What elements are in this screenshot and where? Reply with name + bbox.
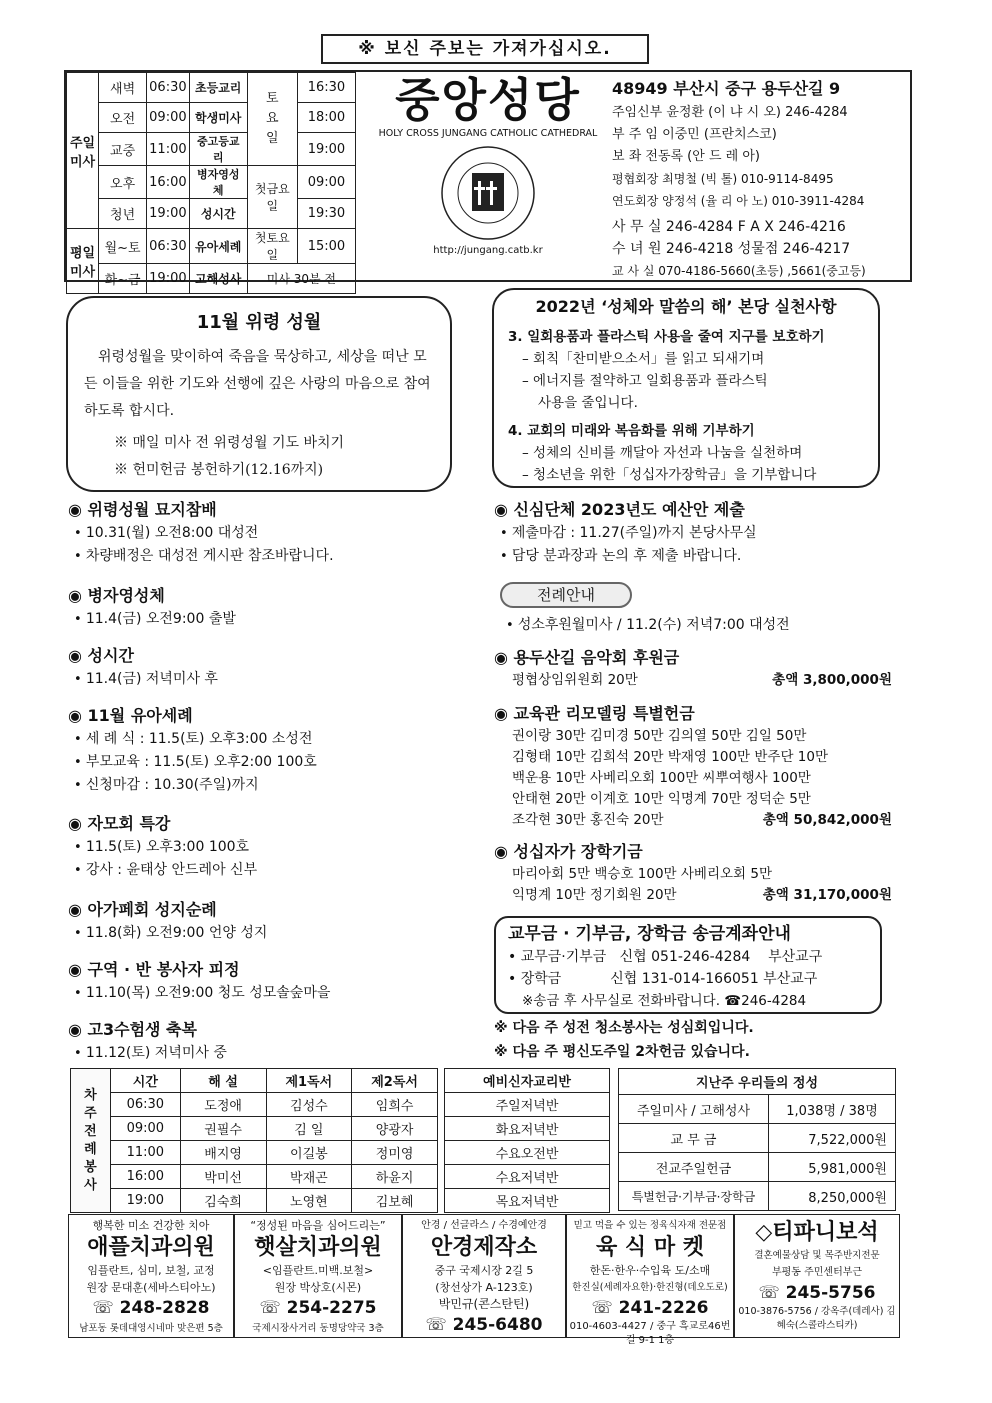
section-title: 성시간 — [87, 646, 134, 665]
clergy-line: 보 좌 전동록 (안 드 레 아) — [612, 149, 760, 164]
service-cell: 19:00 — [110, 1189, 180, 1213]
ad-name: 티파니보석 — [772, 1220, 879, 1245]
november-body: 위령성월을 맞이하여 죽음을 묵상하고, 세상을 떠난 모든 이들을 위한 기도와 선행에 깊은 사랑의 마음으로 참여하도록 합시다. — [84, 349, 431, 419]
ad-line: 박민규(콘스탄틴) — [438, 1297, 530, 1311]
ad-line: 임플란트, 심미, 보철, 교정 — [87, 1264, 215, 1277]
ad-line: 부평동 주민센터부근 — [771, 1267, 863, 1278]
section-title: 11월 유아세례 — [87, 706, 193, 725]
practice-sub: – 청소년을 위한「성십자가장학금」을 기부합니다 — [522, 467, 817, 483]
section-line: 세 례 식 : 11.5(토) 오후3:00 소성전 — [85, 731, 313, 747]
section-marker-icon: ◉ — [68, 646, 88, 665]
service-cell: 임희수 — [352, 1093, 438, 1117]
mass-sat: 첫토요일 — [247, 229, 297, 264]
donor-line: 백운용 10만 사베리오회 100만 씨뿌여행사 100만 — [512, 770, 811, 786]
section-retreat — [68, 958, 468, 1005]
section-marker-icon: ◉ — [68, 900, 88, 919]
mass-time: 19:00 — [147, 199, 190, 229]
mass-schedule-table — [66, 72, 356, 294]
office-phone: 사 무 실 246-4284 F A X 246-4216 — [612, 219, 846, 235]
section-line: 담당 분과장과 논의 후 제출 바랍니다. — [511, 548, 742, 564]
section-remodel — [494, 702, 892, 831]
mass-kind: 병자영성체 — [189, 166, 247, 199]
church-name: 중앙성당 — [395, 73, 581, 127]
ad-line: (창선상가 A-123호) — [435, 1281, 533, 1294]
section-marker-icon: ◉ — [494, 500, 514, 519]
mass-time: 19:00 — [147, 264, 190, 294]
catechumen-header: 예비신자교리반 — [445, 1069, 610, 1093]
section-marker-icon: ◉ — [494, 704, 514, 723]
ad-line: <임플란트.미백.보철> — [262, 1264, 374, 1277]
service-cell: 하윤지 — [352, 1165, 438, 1189]
service-cell: 박재곤 — [266, 1165, 352, 1189]
donor-line: 평협상임위원회 20만 — [512, 672, 638, 688]
offering-label: 교 무 금 — [619, 1124, 769, 1153]
bullet-icon: • — [74, 549, 86, 564]
service-cell: 김보혜 — [352, 1189, 438, 1213]
ad-tagline: 행복한 미소 건강한 치아 — [92, 1219, 210, 1232]
service-header: 제1독서 — [266, 1069, 352, 1093]
ad-line: 한돈·한우·수입육 도/소매 — [589, 1264, 711, 1277]
clergy-line: 평협회장 최명철 (빅 톨) 010-9114-8495 — [612, 172, 834, 186]
practice-title: 2022년 ‘성체와 말씀의 해’ 본당 실천사항 — [535, 297, 837, 316]
service-cell: 11:00 — [110, 1141, 180, 1165]
ad-tagline: 안경 / 선글라스 / 수경예안경 — [421, 1220, 547, 1231]
mass-kind: 초등교리 — [189, 73, 247, 103]
section-line: 11.5(토) 오후3:00 100호 — [85, 839, 250, 855]
mass-kind: 학생미사 — [189, 103, 247, 133]
mass-time2: 18:00 — [297, 103, 355, 133]
mass-name: 오전 — [99, 103, 147, 133]
offering-table — [618, 1068, 896, 1211]
mass-name: 오후 — [99, 166, 147, 199]
ad-line: 결혼예물상담 및 목주반지전문 — [754, 1250, 880, 1261]
donor-line: 안태현 20만 이계호 10만 익명계 70만 정덕순 5만 — [512, 791, 811, 807]
ad-phone: ☏ 245-6480 — [425, 1315, 543, 1335]
office-phone: 교 사 실 070-4186-5660(초등) ,5661(중고등) — [612, 264, 866, 278]
section-sick-communion — [68, 584, 468, 631]
section-line: 10.31(월) 오전8:00 대성전 — [85, 525, 259, 541]
sunday-mass-label: 주일 미사 — [67, 73, 99, 229]
ad-name: 애플치과의원 — [87, 1235, 215, 1260]
logo-area — [372, 74, 604, 274]
clergy-line: 부 주 임 이중민 (프란치스코) — [612, 127, 777, 142]
section-title: 아가페회 성지순례 — [87, 900, 217, 919]
service-cell: 06:30 — [110, 1093, 180, 1117]
service-cell: 이길봉 — [266, 1141, 352, 1165]
offering-label: 주일미사 / 고해성사 — [619, 1095, 769, 1124]
section-title: 병자영성체 — [87, 586, 165, 605]
ad-line: 한진실(세례자요한)·한진형(데오도로) — [572, 1282, 728, 1293]
section-title: 위령성월 묘지참배 — [87, 500, 217, 519]
practice-item: 4. 교회의 미래와 복음화를 위해 기부하기 — [508, 423, 755, 439]
section-marker-icon: ◉ — [68, 1020, 88, 1039]
ad-sunshine-dental — [234, 1214, 402, 1338]
section-holy-hour — [68, 644, 468, 691]
section-title: 용두산길 음악회 후원금 — [513, 648, 680, 667]
donor-line: 김형태 10만 김희석 20만 박재영 100만 반주단 10만 — [512, 749, 828, 765]
section-marker-icon: ◉ — [494, 648, 514, 667]
section-line: 11.10(목) 오전9:00 청도 성모솔숲마을 — [85, 985, 331, 1001]
notice-line: ※ 다음 주 성전 청소봉사는 성심회입니다. — [494, 1020, 754, 1036]
bullet-icon: • — [500, 526, 512, 541]
section-line: 차량배정은 대성전 게시판 참조바랍니다. — [85, 548, 334, 564]
notices — [494, 1016, 894, 1064]
offering-value: 1,038명 / 38명 — [769, 1095, 896, 1124]
saturday-label: 토 요 일 — [247, 73, 297, 166]
church-url: http://jungang.catb.kr — [433, 245, 543, 256]
section-line: 성소후원월미사 / 11.2(수) 저녁7:00 대성전 — [517, 617, 790, 633]
section-title: 고3수험생 축복 — [87, 1020, 197, 1039]
section-scholarship — [494, 840, 892, 906]
bullet-icon: • — [74, 755, 86, 770]
practice-sub: – 에너지를 절약하고 일회용품과 플라스틱 — [522, 373, 768, 389]
november-title: 11월 위령 성월 — [196, 312, 322, 333]
church-address: 48949 부산시 중구 용두산길 9 — [612, 79, 841, 98]
section-exam-blessing — [68, 1018, 468, 1065]
section-title: 구역 · 반 봉사자 피정 — [87, 960, 240, 979]
church-seal-icon — [428, 143, 548, 243]
ad-tagline: 믿고 먹을 수 있는 정육식자재 전문점 — [573, 1220, 727, 1231]
section-pilgrimage — [68, 898, 468, 945]
section-line: 11.4(금) 저녁미사 후 — [85, 671, 218, 687]
mass-time2: 19:00 — [297, 133, 355, 166]
november-note: ※ 헌미헌금 봉헌하기(12.16까지) — [114, 462, 324, 478]
ad-tagline: “정성된 마음을 심어드리는” — [250, 1219, 386, 1232]
bullet-icon: • — [74, 863, 86, 878]
mass-time2: 19:30 — [297, 199, 355, 229]
section-marker-icon: ◉ — [494, 842, 514, 861]
section-marker-icon: ◉ — [68, 586, 88, 605]
bullet-icon: • — [74, 612, 86, 627]
mass-time: 06:30 — [147, 73, 190, 103]
mass-kind: 중고등교리 — [189, 133, 247, 166]
section-marker-icon: ◉ — [68, 960, 88, 979]
ad-name: 안경제작소 — [430, 1235, 538, 1260]
mass-time2: 16:30 — [297, 73, 355, 103]
ad-line: 국제시장사거리 동명당약국 3층 — [252, 1323, 384, 1334]
offering-header: 지난주 우리들의 정성 — [619, 1069, 896, 1095]
offering-value: 7,522,000원 — [769, 1124, 896, 1153]
mass-name: 새벽 — [99, 73, 147, 103]
ad-tiffany-jewelry — [734, 1214, 900, 1338]
mass-kind: 성시간 — [189, 199, 247, 229]
weekday-mass-label: 평일 미사 — [67, 229, 99, 294]
ad-phone: ☏ 245-5756 — [758, 1283, 876, 1303]
section-cemetery — [68, 498, 468, 568]
mass-kind: 유아세례 — [189, 229, 247, 264]
section-line: 11.4(금) 오전9:00 출발 — [85, 611, 236, 627]
clergy-line: 주임신부 윤정환 (이 냐 시 오) 246-4284 — [612, 105, 848, 120]
mass-time2: 15:00 — [297, 229, 355, 264]
bullet-icon: • — [74, 672, 86, 687]
bullet-icon: • — [506, 618, 518, 633]
diamond-icon: ◇ — [755, 1220, 773, 1245]
mass-time: 16:00 — [147, 166, 190, 199]
section-title: 교육관 리모델링 특별헌금 — [513, 704, 695, 723]
transfer-title: 교무금 · 기부금, 장학금 송금계좌안내 — [508, 924, 791, 944]
transfer-info-box — [494, 916, 882, 1014]
take-bulletin-banner: ※ 보신 주보는 가져가십시오. — [321, 34, 649, 64]
catechumen-table — [444, 1068, 610, 1213]
offering-label: 전교주일헌금 — [619, 1153, 769, 1182]
ad-line: 남포동 롯데대영시네마 맞은편 5층 — [79, 1323, 223, 1334]
ad-meat-market — [566, 1214, 734, 1346]
catechumen-class: 화요저녁반 — [445, 1117, 610, 1141]
mass-sat: 미사 30분 전 — [247, 264, 355, 294]
ad-line: 010-4603-4427 / 중구 흑교로46번길 9-1 1층 — [569, 1321, 731, 1346]
ad-name: 햇살치과의원 — [254, 1235, 382, 1260]
section-line: 신청마감 : 10.30(주일)까지 — [85, 777, 259, 793]
offering-value: 8,250,000원 — [769, 1182, 896, 1211]
practice-box — [492, 288, 880, 488]
ad-phone: ☏ 254-2275 — [259, 1298, 377, 1318]
transfer-line: ※송금 후 사무실로 전화바랍니다. ☎246-4284 — [522, 993, 807, 1009]
ad-phone: ☏ 241-2226 — [591, 1298, 709, 1318]
offering-label: 특별헌금·기부금·장학금 — [619, 1182, 769, 1211]
practice-sub: – 회칙「찬미받으소서」를 읽고 되새기며 — [522, 351, 765, 367]
mass-kind: 고해성사 — [189, 264, 247, 294]
section-mothers-lecture — [68, 812, 468, 882]
service-cell: 양광자 — [352, 1117, 438, 1141]
section-marker-icon: ◉ — [68, 814, 88, 833]
catechumen-class: 주일저녁반 — [445, 1093, 610, 1117]
section-line: 강사 : 윤태상 안드레아 신부 — [85, 862, 258, 878]
service-cell: 김숙희 — [180, 1189, 266, 1213]
contact-info — [612, 76, 908, 282]
service-cell: 김 일 — [266, 1117, 352, 1141]
concert-total: 총액 3,800,000원 — [772, 672, 892, 688]
donor-line: 익명계 10만 정기회원 20만 — [512, 887, 677, 903]
ad-optical — [402, 1214, 566, 1338]
mass-time2: 09:00 — [297, 166, 355, 199]
clergy-line: 연도회장 양정석 (율 리 아 노) 010-3911-4284 — [612, 194, 865, 208]
bullet-icon: • — [74, 732, 86, 747]
mass-time: 06:30 — [147, 229, 190, 264]
mass-name: 교중 — [99, 133, 147, 166]
section-concert — [494, 646, 892, 691]
liturgy-label: 전례안내 — [500, 582, 632, 608]
section-infant-baptism — [68, 704, 468, 797]
donor-line: 마리아회 5만 백승호 100만 사베리오회 5만 — [512, 866, 773, 882]
first-friday-label: 첫금요일 — [247, 166, 297, 229]
bullet-icon: • — [74, 926, 86, 941]
transfer-line: • 교무금·기부금 신협 051-246-4284 부산교구 — [508, 949, 823, 965]
liturgy-service-table — [70, 1068, 438, 1213]
catechumen-class: 수요저녁반 — [445, 1165, 610, 1189]
bullet-icon: • — [74, 526, 86, 541]
november-box — [66, 296, 452, 492]
practice-sub: – 성체의 신비를 깨달아 자선과 나눔을 실천하며 — [522, 445, 803, 461]
scholarship-total: 총액 31,170,000원 — [762, 887, 892, 903]
mass-name: 화~금 — [99, 264, 147, 294]
service-cell: 16:00 — [110, 1165, 180, 1189]
service-header: 제2독서 — [352, 1069, 438, 1093]
section-line: 제출마감 : 11.27(주일)까지 본당사무실 — [511, 525, 757, 541]
mass-time: 09:00 — [147, 103, 190, 133]
service-side-label: 차 주 전 례 봉 사 — [71, 1069, 111, 1213]
section-line: 부모교육 : 11.5(토) 오후2:00 100호 — [85, 754, 317, 770]
offering-value: 5,981,000원 — [769, 1153, 896, 1182]
service-header: 시간 — [110, 1069, 180, 1093]
section-title: 자모회 특강 — [87, 814, 171, 833]
service-cell: 권필수 — [180, 1117, 266, 1141]
service-cell: 배지영 — [180, 1141, 266, 1165]
section-line: 11.8(화) 오전9:00 언양 성지 — [85, 925, 268, 941]
ad-line: 010-3876-5756 / 강옥주(데레사) 김혜숙(스콜라스티카) — [738, 1306, 896, 1331]
transfer-line: • 장학금 신협 131-014-166051 부산교구 — [508, 971, 818, 987]
section-marker-icon: ◉ — [68, 706, 88, 725]
service-cell: 09:00 — [110, 1117, 180, 1141]
mass-name: 청년 — [99, 199, 147, 229]
donor-line: 조각현 30만 홍진숙 20만 — [512, 812, 664, 828]
section-liturgy — [500, 614, 900, 637]
bullet-icon: • — [74, 840, 86, 855]
ad-line: 원장 박상호(시몬) — [274, 1281, 362, 1294]
practice-sub: 사용을 줄입니다. — [538, 395, 638, 411]
service-header: 해 설 — [180, 1069, 266, 1093]
ad-line: 원장 문대훈(세바스티아노) — [86, 1281, 216, 1294]
bullet-icon: • — [74, 778, 86, 793]
notice-line: ※ 다음 주 평신도주일 2차헌금 있습니다. — [494, 1044, 750, 1060]
section-line: 11.12(토) 저녁미사 중 — [85, 1045, 227, 1061]
catechumen-class: 목요저녁반 — [445, 1189, 610, 1213]
bullet-icon: • — [500, 549, 512, 564]
catechumen-class: 수요오전반 — [445, 1141, 610, 1165]
november-note: ※ 매일 미사 전 위령성월 기도 바치기 — [114, 435, 345, 451]
donor-line: 권이랑 30만 김미경 50만 김의열 50만 김일 50만 — [512, 728, 807, 744]
bullet-icon: • — [74, 986, 86, 1001]
section-budget — [494, 498, 894, 568]
service-cell: 노영현 — [266, 1189, 352, 1213]
practice-item: 3. 일회용품과 플라스틱 사용을 줄여 지구를 보호하기 — [508, 329, 825, 345]
section-marker-icon: ◉ — [68, 500, 88, 519]
office-phone: 수 녀 원 246-4218 성물점 246-4217 — [612, 241, 851, 257]
ad-name: 육 식 마 켓 — [596, 1235, 704, 1260]
ad-phone: ☏ 248-2828 — [92, 1298, 210, 1318]
service-cell: 박미선 — [180, 1165, 266, 1189]
ad-line: 중구 국제시장 2길 5 — [434, 1264, 534, 1277]
ad-apple-dental — [68, 1214, 234, 1338]
bullet-icon: • — [74, 1046, 86, 1061]
mass-name: 월~토 — [99, 229, 147, 264]
section-title: 신심단체 2023년도 예산안 제출 — [513, 500, 745, 519]
service-cell: 도정애 — [180, 1093, 266, 1117]
remodel-total: 총액 50,842,000원 — [762, 812, 892, 828]
mass-time: 11:00 — [147, 133, 190, 166]
service-cell: 정미영 — [352, 1141, 438, 1165]
service-cell: 김성수 — [266, 1093, 352, 1117]
section-title: 성십자가 장학기금 — [513, 842, 643, 861]
church-english-name: HOLY CROSS JUNGANG CATHOLIC CATHEDRAL — [378, 128, 598, 139]
